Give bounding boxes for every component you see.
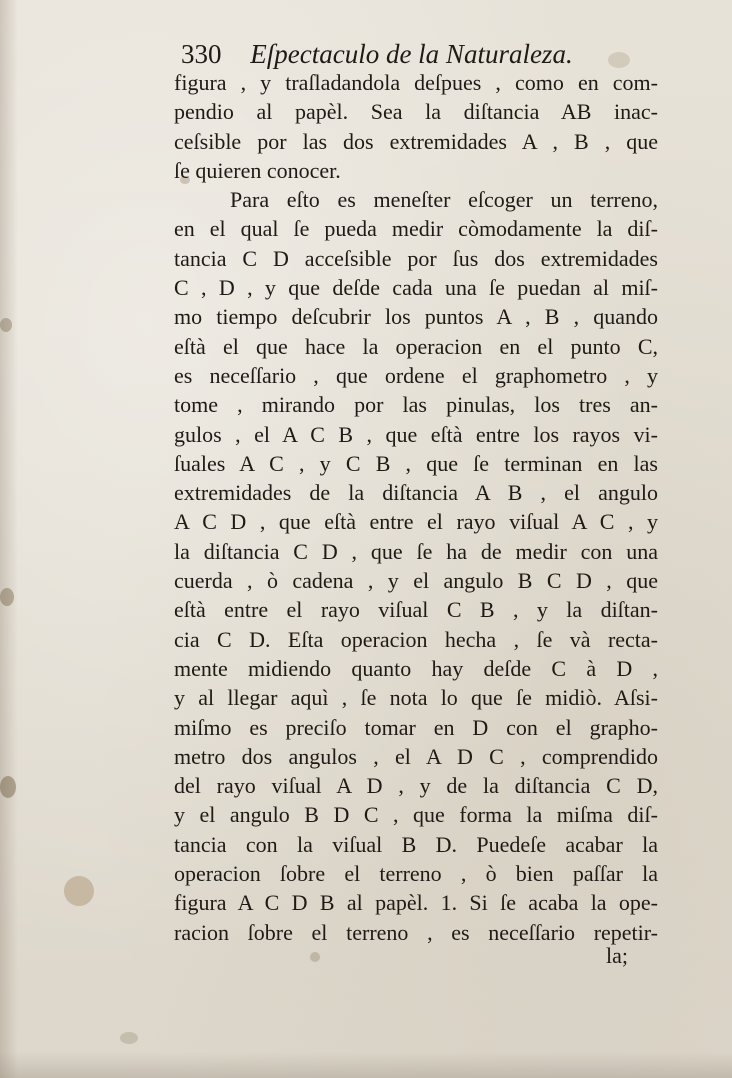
page-edge-shadow [0, 0, 18, 1078]
text-line: tancia con la viſual B D. Puedeſe acabar la [174, 831, 658, 857]
text-line: mo tiempo deſcubrir los puntos A , B , quando [174, 304, 658, 330]
text-line: en el qual ſe pueda medir còmodamente la diſ- [174, 216, 658, 242]
stain-mark [120, 1032, 138, 1044]
text-line: C , D , y que deſde cada una ſe puedan al miſ- [174, 275, 658, 301]
text-line: ceſsible por las dos extremidades A , B , que [174, 128, 658, 154]
stain-mark [64, 876, 94, 906]
text-line: del rayo viſual A D , y de la diſtancia C D, [174, 773, 658, 799]
text-line: la diſtancia C D , que ſe ha de medir con una [174, 538, 658, 564]
page-bottom-shadow [0, 1052, 732, 1078]
body-text [174, 68, 658, 947]
text-line: gulos , el A C B , que eſtà entre los rayos vi- [174, 421, 658, 447]
stain-mark [0, 588, 14, 606]
text-line: y al llegar aquì , ſe nota lo que ſe midiò. Aſsi- [174, 685, 658, 711]
page-number: 330 [181, 39, 222, 69]
text-line: extremidades de la diſtancia A B , el angulo [174, 480, 658, 506]
text-line: pendio al papèl. Sea la diſtancia AB inac- [174, 99, 658, 125]
text-line: miſmo es preciſo tomar en D con el grapho- [174, 714, 658, 740]
text-line: operacion ſobre el terreno , ò bien paſſar la [174, 861, 658, 887]
text-line: A C D , que eſtà entre el rayo viſual A C , y [174, 509, 658, 535]
text-line: mente midiendo quanto hay deſde C à D , [174, 655, 658, 681]
text-line: racion ſobre el terreno , es neceſſario repetir- [174, 919, 658, 945]
stain-mark [0, 776, 16, 798]
catchword: la; [606, 943, 628, 968]
text-line: figura , y traſladandola deſpues , como en com- [174, 70, 658, 95]
text-line: eſtà entre el rayo viſual C B , y la diſtan- [174, 597, 658, 623]
text-line: tancia C D acceſsible por ſus dos extremidades [174, 245, 658, 271]
stain-mark [608, 52, 630, 68]
text-line: cuerda , ò cadena , y el angulo B C D , que [174, 568, 658, 594]
text-line: es neceſſario , que ordene el graphometro , y [174, 362, 658, 388]
text-line: ſuales A C , y C B , que ſe terminan en las [174, 450, 658, 476]
running-title: Eſpectaculo de la Naturaleza. [250, 39, 573, 69]
text-line: ſe quieren conocer. [174, 157, 341, 183]
text-line: tome , mirando por las pinulas, los tres an- [174, 392, 658, 418]
text-line: eſtà el que hace la operacion en el punto C, [174, 333, 658, 359]
running-header [181, 36, 601, 72]
text-line: figura A C D B al papèl. 1. Si ſe acaba la ope- [174, 890, 658, 916]
stain-mark [310, 952, 320, 962]
paragraph-start-line: Para eſto es meneſter eſcoger un terreno, [230, 187, 658, 213]
text-line: metro dos angulos , el A D C , comprendido [174, 743, 658, 769]
text-line: y el angulo B D C , que forma la miſma diſ- [174, 802, 658, 828]
stain-mark [0, 318, 12, 332]
text-line: cia C D. Eſta operacion hecha , ſe và recta- [174, 626, 658, 652]
